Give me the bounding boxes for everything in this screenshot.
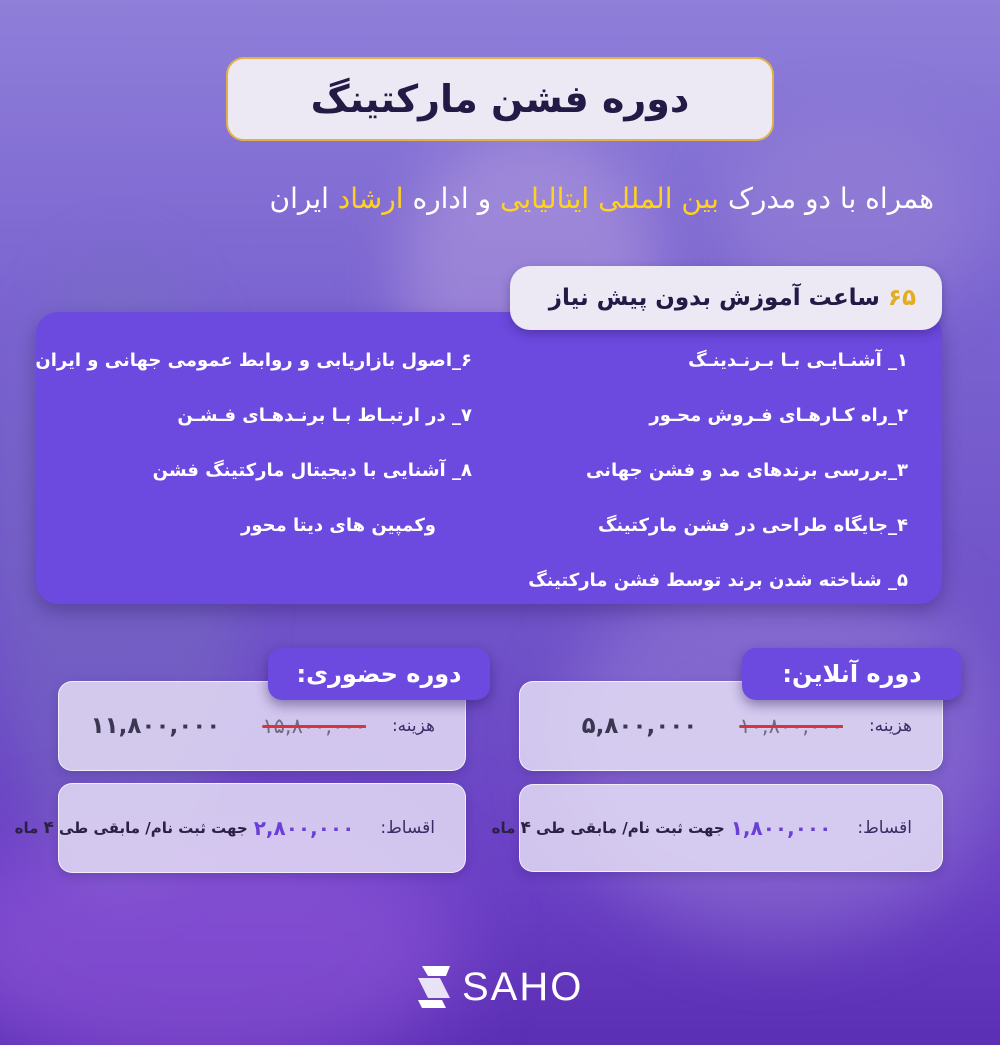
syllabus-item: ۶_اصول بازاریابی و روابط عمومی جهانی و ایران	[35, 350, 472, 371]
online-installment-label: اقساط:	[857, 818, 912, 838]
online-old-price: ۱۰,۸۰۰,۰۰۰	[739, 714, 843, 738]
brand-name: SAHO	[462, 964, 584, 1009]
syllabus-item: ۱_ آشنـایـی بـا بـرنـدینـگ	[688, 350, 908, 371]
in-person-old-price: ۱۵,۸۰۰,۰۰۰	[262, 714, 366, 738]
page-title	[226, 57, 774, 141]
syllabus-column-left	[35, 348, 472, 568]
online-installment-card	[491, 784, 943, 872]
in-person-installment-amount: ۲,۸۰۰,۰۰۰	[253, 816, 355, 840]
syllabus-item: ۸_ آشنایی با دیجیتال مارکتینگ فشن	[152, 460, 472, 481]
online-new-price: ۵,۸۰۰,۰۰۰	[581, 713, 698, 739]
subtitle-part: ایران	[269, 182, 338, 215]
online-installment-amount: ۱,۸۰۰,۰۰۰	[730, 816, 832, 840]
syllabus-item-continuation: وکمپین های دیتا محور	[240, 515, 436, 536]
syllabus-item: ۳_بررسی برندهای مد و فشن جهانی	[585, 460, 908, 481]
online-course-tag	[742, 648, 962, 700]
subtitle-part: همراه با دو مدرک	[718, 182, 934, 215]
in-person-cost-label: هزینه:	[391, 716, 435, 736]
online-installment-months: ۴	[520, 818, 531, 838]
subtitle-part: و اداره	[403, 182, 501, 215]
syllabus-item: ۵_ شناخته شدن برند توسط فشن مارکتینگ	[528, 570, 908, 591]
subtitle	[270, 182, 934, 215]
in-person-course-tag	[268, 648, 490, 700]
syllabus-item: ۷_ در ارتبـاط بـا برنـدهـای فـشـن	[177, 405, 472, 426]
syllabus-item: ۴_جایگاه طراحی در فشن مارکتینگ	[597, 515, 908, 536]
in-person-course-tag-label: دوره حضوری:	[296, 660, 462, 688]
hours-number: ۶۵	[887, 285, 916, 311]
page-title-text: دوره فشن مارکتینگ	[310, 77, 690, 121]
in-person-installment-card	[14, 783, 466, 873]
in-person-installment-row	[14, 784, 465, 872]
in-person-installment-unit: ماه	[14, 819, 39, 837]
online-installment-unit: ماه	[491, 819, 516, 837]
syllabus-panel	[36, 312, 942, 604]
syllabus-item: ۲_راه کـارهـای فـروش محـور	[649, 405, 908, 426]
hours-text: ساعت آموزش بدون پیش نیاز	[548, 285, 880, 311]
hours-badge	[510, 266, 942, 330]
in-person-installment-label: اقساط:	[380, 818, 435, 838]
online-cost-label: هزینه:	[868, 716, 912, 736]
syllabus-column-right	[528, 348, 908, 623]
in-person-installment-text: جهت ثبت نام/ مابقی طی	[59, 819, 248, 837]
in-person-installment-months: ۴	[43, 818, 54, 838]
online-installment-row	[491, 785, 942, 871]
brand-mark-icon	[416, 964, 452, 1010]
online-installment-text: جهت ثبت نام/ مابقی طی	[536, 819, 725, 837]
subtitle-highlight: بین المللی ایتالیایی	[500, 182, 719, 215]
in-person-new-price: ۱۱,۸۰۰,۰۰۰	[90, 713, 221, 739]
online-course-tag-label: دوره آنلاین:	[782, 660, 922, 688]
brand-logo	[416, 962, 583, 1012]
subtitle-highlight: ارشاد	[337, 182, 404, 215]
